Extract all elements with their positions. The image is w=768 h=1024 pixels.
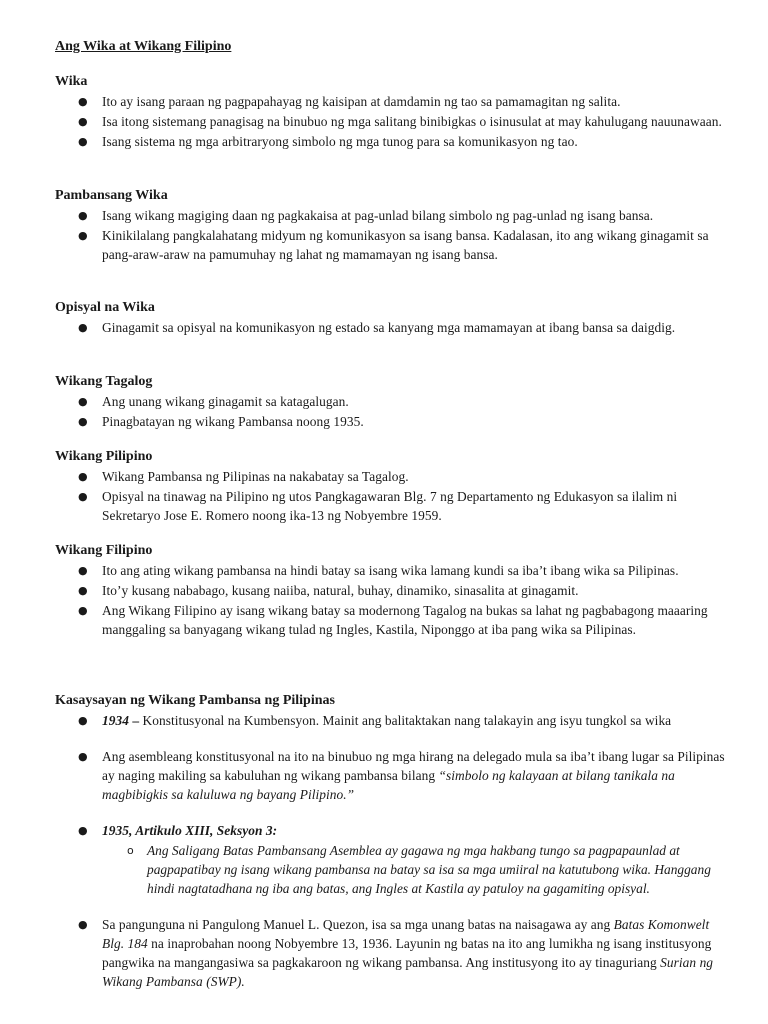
section-heading: Kasaysayan ng Wikang Pambansa ng Pilipinas [55,693,335,708]
list-item: ● Opisyal na tinawag na Pilipino ng utos Pangkagawaran Blg. 7 ng Departamento ng Edukasyon sa ilalim ni Sekretaryo Jose E. Romero noong ika-13 ng Nobyembre 1959. [78,489,678,523]
list-item: ● 1934 – Konstitusyonal na Kumbensyon. Mainit ang balitaktakan nang talakayin ang isyu tungkol sa wika [78,713,672,728]
list-item: ● Ang Wikang Filipino ay isang wikang batay sa modernong Tagalog na bukas sa lahat ng pagbabagong maaaring manggaling sa banyagang wikang tulad ng Ingles, Kastila, Niponggo at iba pang wika sa Pilipinas. [78,603,708,637]
list-item: ● 1935, Artikulo XIII, Seksyon 3: [78,823,278,838]
list-item: ● Ito ay isang paraan ng pagpapahayag ng kaisipan at damdamin ng tao sa pamamagitan ng salita. [78,94,621,109]
list-item: ● Isa itong sistemang panagisag na binubuo ng mga salitang binibigkas o isinusulat at may kahulugang nauunawaan. [78,114,722,129]
bullet-icon: ● [78,490,88,503]
bullet-icon: ● [78,604,88,617]
bullet-icon: ● [78,918,88,931]
list-item: ● Ito’y kusang nababago, kusang naiiba, natural, buhay, dinamiko, sinasalita at ginagamit. [78,583,579,598]
bullet-icon: ● [78,395,88,408]
list-item: ● Kinikilalang pangkalahatang midyum ng komunikasyon sa isang bansa. Kadalasan, ito ang wikang ginagamit sa pang-araw-araw na pamumuhay ng lahat ng mamamayan ng isang bansa. [78,228,709,262]
bullet-icon: ● [78,750,88,763]
bullet-icon: ● [78,95,88,108]
bullet-icon: ● [78,321,88,334]
section-opisyal-na-wika [55,299,725,338]
section-pambansang-wika [55,187,725,265]
list-item: ● Ang asembleang konstitusyonal na ito na binubuo ng mga hirang na delegado mula sa iba’t ibang lugar sa Pilipinas ay naging makiling sa kabuluhan ng wikang pambansa bilang “simbolo ng kalayaan at bilang tanikala na magbibigkis sa kaluluwa ng bayang Pilipino.” [78,749,725,802]
bullet-icon: ● [78,415,88,428]
list-item: ● Ang unang wikang ginagamit sa katagalugan. [78,394,349,409]
bullet-icon: ● [78,209,88,222]
list-item: ● Pinagbatayan ng wikang Pambansa noong 1935. [78,414,364,429]
section-heading: Wikang Tagalog [55,374,153,389]
section-heading: Wikang Pilipino [55,449,153,464]
list-item: ● Ito ang ating wikang pambansa na hindi batay sa isang wika lamang kundi sa iba’t ibang wika sa Pilipinas. [78,563,679,578]
section-wika [55,73,725,152]
bullet-icon: ● [78,135,88,148]
circle-bullet-icon: o [127,844,134,857]
section-heading: Wika [55,74,88,89]
section-heading: Wikang Filipino [55,543,153,558]
bullet-icon: ● [78,714,88,727]
list-item: ● Wikang Pambansa ng Pilipinas na nakabatay sa Tagalog. [78,469,409,484]
bullet-icon: ● [78,824,88,837]
list-item: ● Isang sistema ng mga arbitraryong simbolo ng mga tunog para sa komunikasyon ng tao. [78,134,578,149]
bullet-icon: ● [78,229,88,242]
list-item: ● Isang wikang magiging daan ng pagkakaisa at pag-unlad bilang simbolo ng pag-unlad ng isang bansa. [78,208,654,223]
document-title: Ang Wika at Wikang Filipino [55,39,232,54]
list-item: ● Ginagamit sa opisyal na komunikasyon ng estado sa kanyang mga mamamayan at ibang bansa sa daigdig. [78,320,676,335]
section-wikang-filipino [55,542,725,640]
section-kasaysayan [55,692,725,992]
section-heading: Opisyal na Wika [55,300,155,315]
list-item: ● Sa pangunguna ni Pangulong Manuel L. Quezon, isa sa mga unang batas na naisagawa ay ang Batas Komonwelt Blg. 184 na inaprobahan noong Nobyembre 13, 1936. Layunin ng batas na ito ang lumikha ng isang institusyong pangwika na mangangasiwa sa pagkakaroon ng wikang pambansa. Ang institusyong ito ay tinaguriang Surian ng Wikang Pambansa (SWP). [78,917,714,989]
section-heading: Pambansang Wika [55,188,168,203]
section-wikang-tagalog [55,373,725,432]
bullet-icon: ● [78,564,88,577]
bullet-icon: ● [78,115,88,128]
sub-list-item: o Ang Saligang Batas Pambansang Asemblea ay gagawa ng mga hakbang tungo sa pagpapaunlad at pagpapatibay ng isang wikang pambansa na batay sa isa sa mga umiiral na katutubong wika. Hanggang hindi nagtatadhana ng iba ang batas, ang Ingles at Kastila ay patuloy na gagamiting opisyal. [127,843,711,896]
bullet-icon: ● [78,584,88,597]
bullet-icon: ● [78,470,88,483]
section-wikang-pilipino [55,448,725,526]
